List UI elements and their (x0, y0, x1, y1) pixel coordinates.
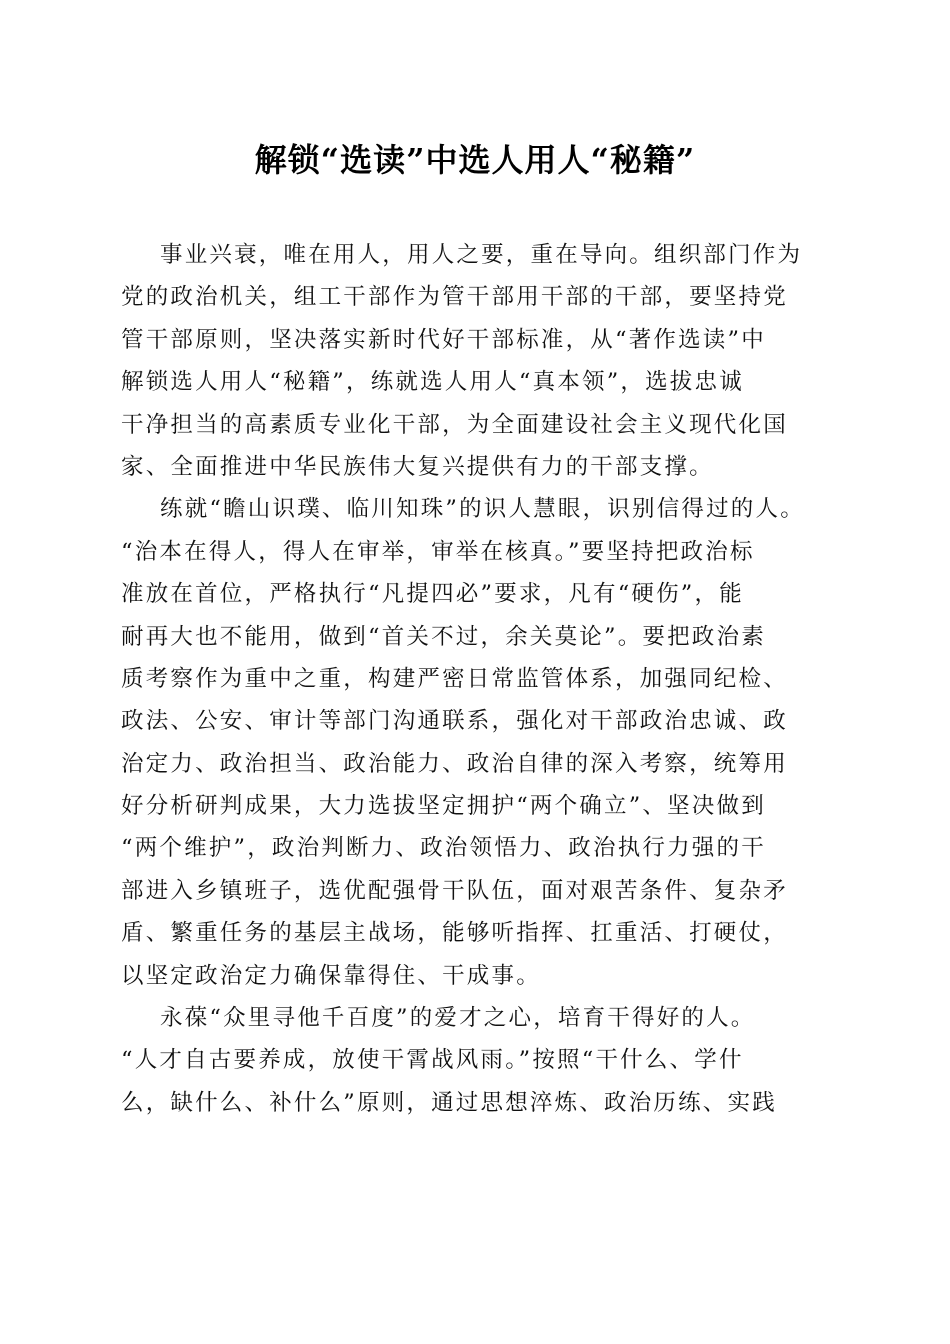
paragraph-line: 治定力、政治担当、政治能力、政治自律的深入考察，统筹用 (121, 750, 788, 777)
paragraph-3 (121, 997, 829, 1124)
paragraph-line: “两个维护”，政治判断力、政治领悟力、政治执行力强的干 (121, 835, 766, 862)
paragraph-line: 党的政治机关，组工干部作为管干部用干部的干部，要坚持党 (121, 284, 788, 311)
paragraph-line: 以坚定政治定力确保靠得住、干成事。 (121, 962, 541, 989)
paragraph-line: “人才自古要养成，放使干霄战风雨。”按照“干什么、学什 (121, 1047, 744, 1074)
paragraph-line: 政法、公安、审计等部门沟通联系，强化对干部政治忠诚、政 (121, 708, 788, 735)
paragraph-line: 练就“瞻山识璞、临川知珠”的识人慧眼，识别信得过的人。 (160, 496, 805, 523)
paragraph-line: 耐再大也不能用，做到“首关不过，余关莫论”。要把政治素 (121, 623, 766, 650)
paragraph-line: 干净担当的高素质专业化干部，为全面建设社会主义现代化国 (121, 411, 788, 438)
paragraph-line: 部进入乡镇班子，选优配强骨干队伍，面对艰苦条件、复杂矛 (121, 877, 788, 904)
paragraph-line: 好分析研判成果，大力选拔坚定拥护“两个确立”、坚决做到 (121, 793, 766, 820)
document-body (121, 234, 829, 1124)
paragraph-line: 质考察作为重中之重，构建严密日常监管体系，加强同纪检、 (121, 665, 788, 692)
paragraph-line: 盾、繁重任务的基层主战场，能够听指挥、扛重活、打硬仗， (121, 920, 788, 947)
paragraph-line: 准放在首位，严格执行“凡提四必”要求，凡有“硬伤”，能 (121, 581, 744, 608)
paragraph-line: 事业兴衰，唯在用人，用人之要，重在导向。组织部门作为 (160, 242, 803, 268)
paragraph-line: “治本在得人，得人在审举，审举在核真。”要坚持把政治标 (121, 538, 755, 565)
paragraph-line: 管干部原则，坚决落实新时代好干部标准，从“著作选读”中 (121, 326, 766, 353)
document-title: 解锁“选读”中选人用人“秘籍” (254, 141, 696, 179)
paragraph-line: 家、全面推进中华民族伟大复兴提供有力的干部支撑。 (121, 453, 714, 480)
paragraph-2 (121, 488, 829, 997)
paragraph-line: 么，缺什么、补什么”原则，通过思想淬炼、政治历练、实践 (121, 1089, 777, 1116)
paragraph-line: 永葆“众里寻他千百度”的爱才之心，培育干得好的人。 (160, 1005, 756, 1032)
paragraph-line: 解锁选人用人“秘籍”，练就选人用人“真本领”，选拔忠诚 (121, 369, 744, 396)
paragraph-1 (121, 234, 829, 488)
